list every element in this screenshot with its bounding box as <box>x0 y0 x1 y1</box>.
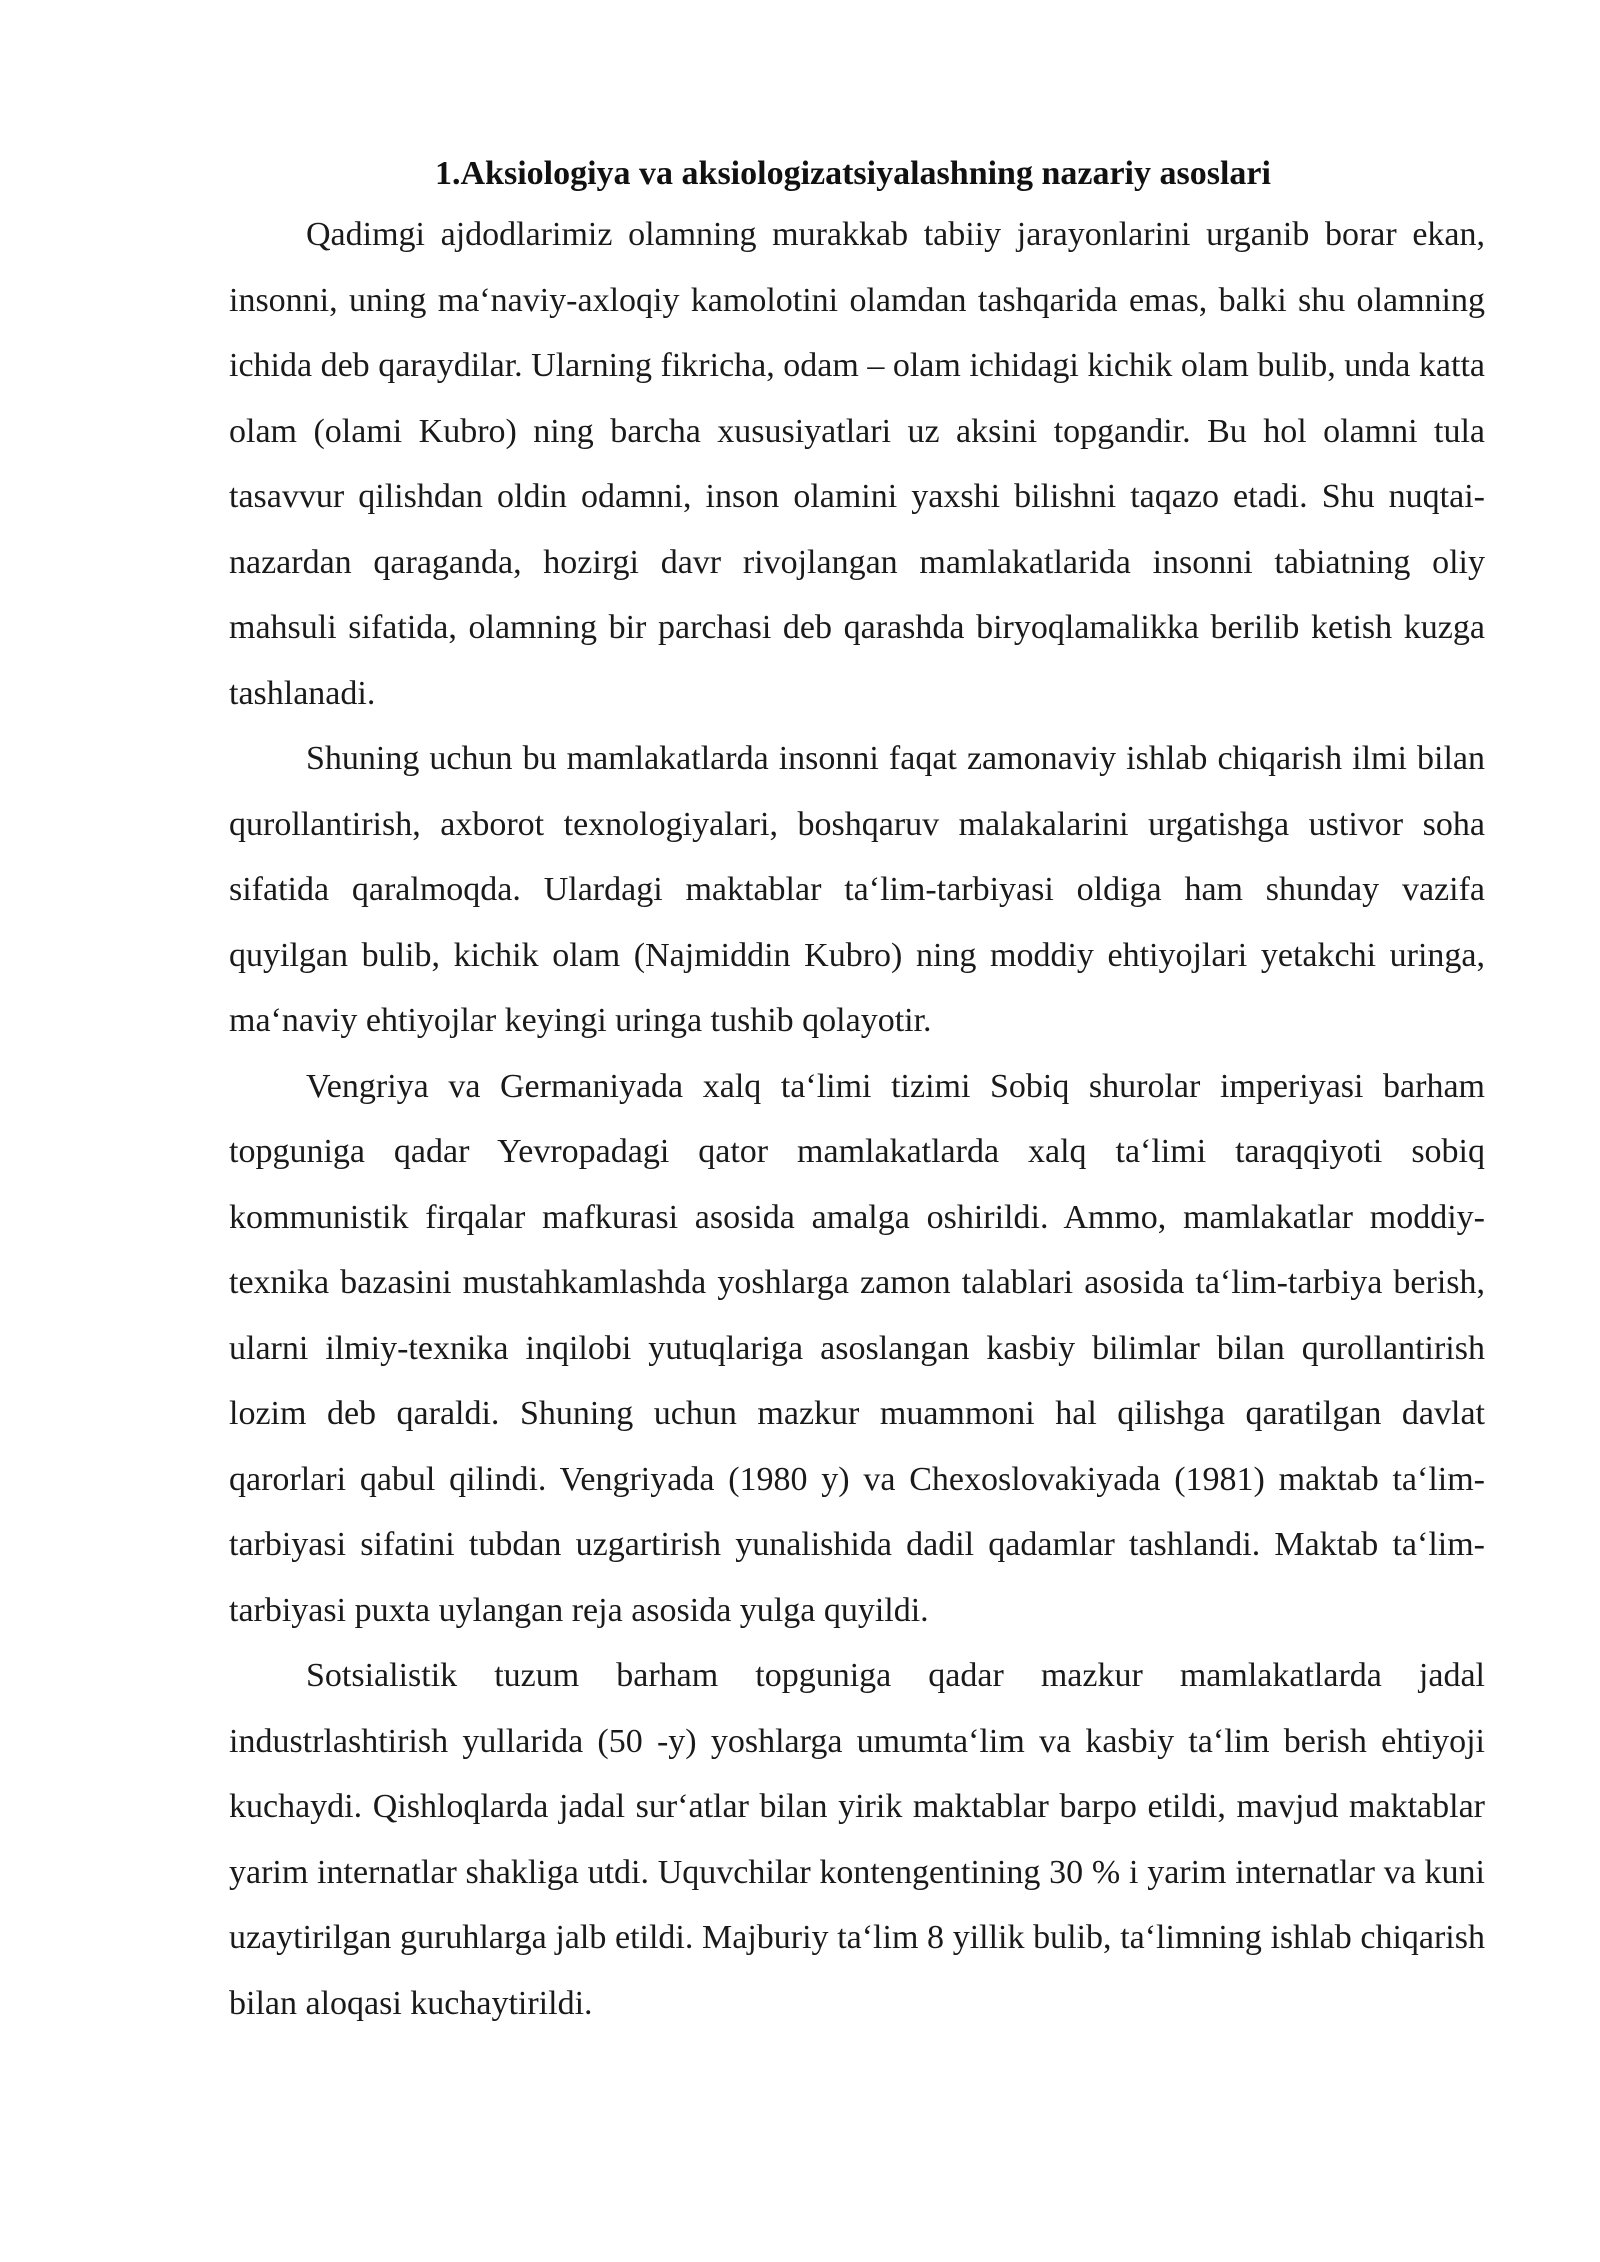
paragraph: Shuning uchun bu mamlakatlarda insonni faqat zamonaviy ishlab chiqarish ilmi bilan qurollantirish, axborot texnologiyalari, boshqaruv malakalarini urgatishga ustivor soha sifatida qaralmoqda. Ulardagi maktablar ta‘lim-tarbiyasi oldiga ham shunday vazifa quyilgan bulib, kichik olam (Najmiddin Kubro) ning moddiy ehtiyojlari yetakchi uringa, ma‘naviy ehtiyojlar keyingi uringa tushib qolayotir. <box>229 740 1485 1039</box>
document-body <box>229 148 1485 2036</box>
paragraph: Qadimgi ajdodlarimiz olamning murakkab tabiiy jarayonlarini urganib borar ekan, insonni, uning ma‘naviy-axloqiy kamolotini olamdan tashqarida emas, balki shu olamning ichida deb qaraydilar. Ularning fikricha, odam – olam ichidagi kichik olam bulib, unda katta olam (olami Kubro) ning barcha xususiyatlari uz aksini topgandir. Bu hol olamni tula tasavvur qilishdan oldin odamni, inson olamini yaxshi bilishni taqazo etadi. Shu nuqtai-nazardan qaraganda, hozirgi davr rivojlangan mamlakatlarida insonni tabiatning oliy mahsuli sifatida, olamning bir parchasi deb qarashda biryoqlamalikka berilib ketish kuzga tashlanadi. <box>229 216 1485 712</box>
document-title: 1.Aksiologiya va aksiologizatsiyalashning nazariy asoslari <box>435 155 1271 192</box>
paragraph: Sotsialistik tuzum barham topguniga qadar mazkur mamlakatlarda jadal industrlashtirish yullarida (50 -y) yoshlarga umumta‘lim va kasbiy ta‘lim berish ehtiyoji kuchaydi. Qishloqlarda jadal sur‘atlar bilan yirik maktablar barpo etildi, mavjud maktablar yarim internatlar shakliga utdi. Uquvchilar kontengentining 30 % i yarim internatlar va kuni uzaytirilgan guruhlarga jalb etildi. Majburiy ta‘lim 8 yillik bulib, ta‘limning ishlab chiqarish bilan aloqasi kuchaytirildi. <box>229 1657 1485 2022</box>
paragraph: Vengriya va Germaniyada xalq ta‘limi tizimi Sobiq shurolar imperiyasi barham topguniga qadar Yevropadagi qator mamlakatlarda xalq ta‘limi taraqqiyoti sobiq kommunistik firqalar mafkurasi asosida amalga oshirildi. Ammo, mamlakatlar moddiy-texnika bazasini mustahkamlashda yoshlarga zamon talablari asosida ta‘lim-tarbiya berish, ularni ilmiy-texnika inqilobi yutuqlariga asoslangan kasbiy bilimlar bilan qurollantirish lozim deb qaraldi. Shuning uchun mazkur muammoni hal qilishga qaratilgan davlat qarorlari qabul qilindi. Vengriyada (1980 y) va Chexoslovakiyada (1981) maktab ta‘lim-tarbiyasi sifatini tubdan uzgartirish yunalishida dadil qadamlar tashlandi. Maktab ta‘lim-tarbiyasi puxta uylangan reja asosida yulga quyildi. <box>229 1067 1485 1629</box>
